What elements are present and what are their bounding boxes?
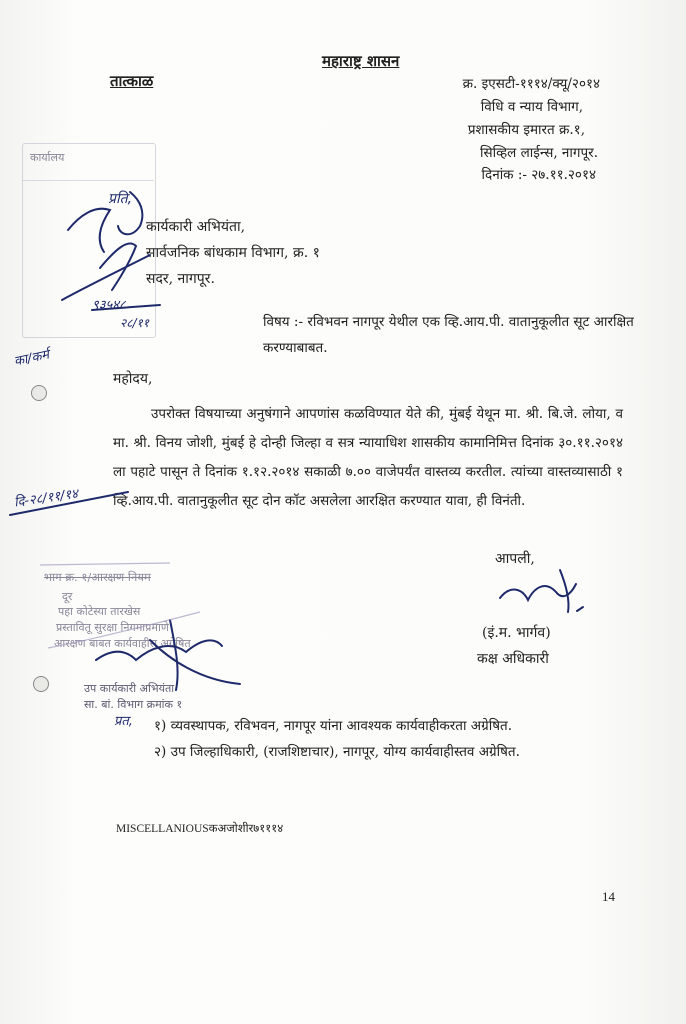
received-number: ९३५४८ (92, 298, 126, 313)
punch-hole-bottom (33, 676, 49, 692)
letter-body: उपरोक्त विषयाच्या अनुषंगाने आपणांस कळविण्यात येते की, मुंबई येथून मा. श्री. बि.जे. लोया, व मा. श्री. विनय जोशी, मुंबई हे दोन्ही जिल्हा व सत्र न्यायाधिश शासकीय कामानिमित्त दिनांक ३०.११.२०१४ ला पहाटे पासून ते दिनांक १.१२.२०१४ सकाळी ७.०० वाजेपर्यंत वास्तव्य करतील. त्यांच्या वास्तव्यासाठी १ व्हि.आय.पी. वातानुकूलीत सूट दोन कॉट असलेला आरक्षित करण्यात यावा, ही विनंती. (113, 406, 623, 509)
endorsement-line-2: पहा कोटेस्या तारखेस (58, 605, 141, 618)
officer-signature-tick (577, 607, 583, 611)
recipient-line-1: कार्यकारी अभियंता, (146, 219, 246, 235)
endorsement-line-6: सा. बां. विभाग क्रमांक १ (84, 698, 183, 711)
building-line: प्रशासकीय इमारत क्र.१, (467, 122, 585, 138)
faded-line-1 (40, 563, 170, 565)
recipient-line-3: सदर, नागपूर. (146, 271, 215, 287)
department-line: विधि व न्याय विभाग, (480, 99, 583, 115)
officer-signature-1 (500, 584, 576, 600)
signatory-name: (इं.म. भार्गव) (482, 625, 551, 641)
endorsement-line-5: उप कार्यकारी अभियंता (84, 682, 175, 695)
urgent-label: तात्काळ (110, 72, 154, 90)
page-number: 14 (602, 889, 615, 904)
closing-yours: आपली, (495, 551, 535, 567)
signatory-designation: कक्ष अधिकारी (477, 651, 549, 667)
copy-item-2: २) उप जिल्हाधिकारी, (राजशिष्टाचार), नागपूर, योग्य कार्यवाहीस्तव अग्रेषित. (154, 744, 520, 760)
received-date: २८/११ (120, 316, 150, 330)
margin-note: का/कर्म (12, 347, 51, 370)
officer-signature-2 (560, 570, 569, 612)
salutation: महोदय, (113, 371, 153, 387)
endorsement-line-3: प्रस्तावितू सुरक्षा निगमाप्रमाणे (56, 621, 169, 634)
copy-item-1: १) व्यवस्थापक, रविभवन, नागपूर यांना आवश्यक कार्यवाहीकरता अग्रेषित. (154, 718, 513, 734)
faded-endorsement-line: भाग क्र. १/आरक्षण नियम (44, 570, 151, 584)
prati-label: प्रति, (108, 191, 133, 207)
reference-number: क्र. इएसटी-१११४/क्यू/२०१४ (462, 76, 600, 92)
endorsement-line-4: आरक्षण बाबत कार्यवाहीस अग्रेषित (54, 637, 191, 650)
punch-hole-top (31, 385, 47, 401)
stamp-divider (22, 180, 154, 181)
endorsement-line-1: दूर (62, 590, 73, 603)
subject-line: विषय :- रविभवन नागपूर येथील एक व्हि.आय.पी. वातानुकूलीत सूट आरक्षित करण्याबाबत. (263, 314, 634, 356)
address-line: सिव्हिल लाईन्स, नागपूर. (479, 145, 598, 161)
file-reference: MISCELLANIOUSकअजोशीर७१११४ (116, 823, 284, 835)
copy-label: प्रत, (114, 714, 133, 729)
government-title: महाराष्ट्र शासन (322, 52, 400, 70)
stamp-label: कार्यालय (30, 151, 65, 164)
received-stamp (22, 143, 156, 338)
date-line: दिनांक :- २७.११.२०१४ (481, 167, 596, 183)
recipient-line-2: सार्वजनिक बांधकाम विभाग, क्र. १ (146, 245, 320, 261)
side-date-note: दि-२८/११/१४ (13, 486, 79, 511)
